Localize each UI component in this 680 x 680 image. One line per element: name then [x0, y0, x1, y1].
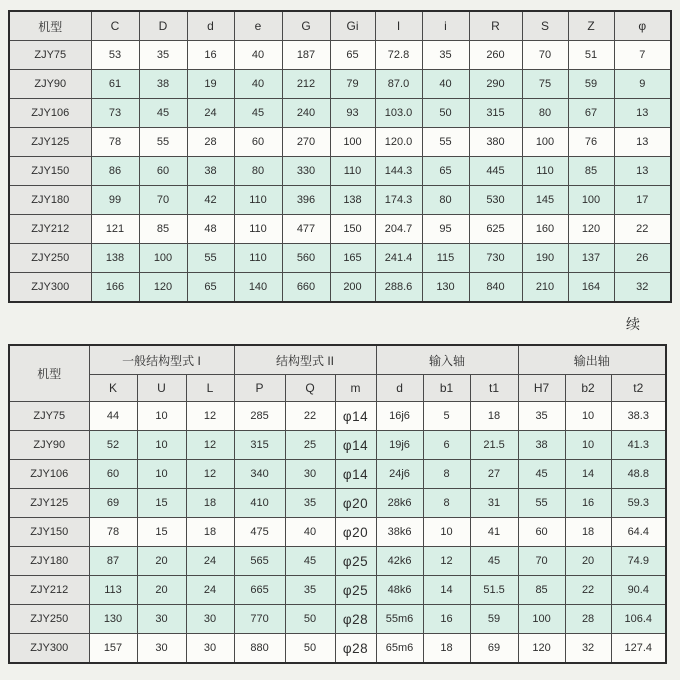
value-cell: 770 [234, 605, 285, 634]
model-cell: ZJY150 [9, 157, 91, 186]
value-cell: 113 [89, 576, 137, 605]
value-cell: 190 [522, 244, 568, 273]
value-cell: 35 [139, 41, 187, 70]
value-cell: 110 [330, 157, 375, 186]
value-cell: 30 [137, 634, 186, 664]
value-cell: 16j6 [376, 402, 423, 431]
column-header: φ [614, 11, 671, 41]
value-cell: 65 [187, 273, 234, 303]
column-header: P [234, 375, 285, 402]
value-cell: 18 [186, 489, 234, 518]
value-cell: 25 [285, 431, 335, 460]
value-cell: 165 [330, 244, 375, 273]
value-cell: 59.3 [611, 489, 666, 518]
value-cell: 38 [187, 157, 234, 186]
value-cell: 73 [91, 99, 139, 128]
value-cell: 410 [234, 489, 285, 518]
value-cell: 166 [91, 273, 139, 303]
value-cell: 100 [139, 244, 187, 273]
value-cell: 45 [518, 460, 565, 489]
value-cell: 24j6 [376, 460, 423, 489]
value-cell: 35 [518, 402, 565, 431]
value-cell: 13 [614, 128, 671, 157]
table-row [9, 215, 671, 244]
model-cell: ZJY180 [9, 186, 91, 215]
table-row [9, 634, 666, 664]
value-cell: 87.0 [375, 70, 422, 99]
value-cell: 187 [282, 41, 330, 70]
value-cell: 396 [282, 186, 330, 215]
value-cell: 50 [285, 605, 335, 634]
value-cell: 10 [137, 460, 186, 489]
value-cell: 270 [282, 128, 330, 157]
model-cell: ZJY90 [9, 70, 91, 99]
table-row [9, 576, 666, 605]
value-cell: 120 [568, 215, 614, 244]
value-cell: 130 [89, 605, 137, 634]
value-cell: 31 [470, 489, 518, 518]
value-cell: 55 [422, 128, 469, 157]
value-cell: 10 [565, 402, 611, 431]
value-cell: 157 [89, 634, 137, 664]
value-cell: φ28 [335, 634, 376, 664]
value-cell: 26 [614, 244, 671, 273]
value-cell: 210 [522, 273, 568, 303]
value-cell: φ14 [335, 402, 376, 431]
column-header: Q [285, 375, 335, 402]
table-row [9, 460, 666, 489]
value-cell: 340 [234, 460, 285, 489]
value-cell: 40 [285, 518, 335, 547]
value-cell: 45 [139, 99, 187, 128]
model-cell: ZJY106 [9, 460, 89, 489]
value-cell: φ25 [335, 547, 376, 576]
value-cell: 87 [89, 547, 137, 576]
value-cell: 14 [423, 576, 470, 605]
value-cell: φ28 [335, 605, 376, 634]
value-cell: 24 [186, 547, 234, 576]
value-cell: φ20 [335, 489, 376, 518]
value-cell: 200 [330, 273, 375, 303]
value-cell: 90.4 [611, 576, 666, 605]
value-cell: 164 [568, 273, 614, 303]
table-row [9, 186, 671, 215]
value-cell: 80 [234, 157, 282, 186]
value-cell: 120 [518, 634, 565, 664]
column-header: K [89, 375, 137, 402]
value-cell: 22 [285, 402, 335, 431]
model-cell: ZJY300 [9, 273, 91, 303]
value-cell: 35 [285, 576, 335, 605]
value-cell: 32 [614, 273, 671, 303]
value-cell: 100 [518, 605, 565, 634]
value-cell: 50 [422, 99, 469, 128]
value-cell: 15 [137, 489, 186, 518]
value-cell: 565 [234, 547, 285, 576]
value-cell: 288.6 [375, 273, 422, 303]
value-cell: 6 [423, 431, 470, 460]
value-cell: φ20 [335, 518, 376, 547]
value-cell: 93 [330, 99, 375, 128]
column-header: U [137, 375, 186, 402]
column-header: t1 [470, 375, 518, 402]
value-cell: 30 [186, 605, 234, 634]
value-cell: 60 [518, 518, 565, 547]
dimension-table-main [8, 10, 672, 303]
value-cell: 625 [469, 215, 522, 244]
value-cell: 45 [234, 99, 282, 128]
value-cell: φ14 [335, 460, 376, 489]
value-cell: 880 [234, 634, 285, 664]
value-cell: 64.4 [611, 518, 666, 547]
value-cell: 100 [522, 128, 568, 157]
model-cell: ZJY75 [9, 41, 91, 70]
value-cell: 285 [234, 402, 285, 431]
value-cell: 110 [234, 215, 282, 244]
value-cell: 330 [282, 157, 330, 186]
value-cell: 8 [423, 460, 470, 489]
value-cell: 260 [469, 41, 522, 70]
table-row [9, 99, 671, 128]
value-cell: 67 [568, 99, 614, 128]
value-cell: 53 [91, 41, 139, 70]
value-cell: 174.3 [375, 186, 422, 215]
value-cell: 80 [422, 186, 469, 215]
column-header: C [91, 11, 139, 41]
value-cell: 86 [91, 157, 139, 186]
column-header: G [282, 11, 330, 41]
value-cell: 17 [614, 186, 671, 215]
group-header-row [9, 345, 666, 375]
value-cell: 35 [422, 41, 469, 70]
value-cell: 212 [282, 70, 330, 99]
table-row [9, 273, 671, 303]
value-cell: 69 [89, 489, 137, 518]
value-cell: 315 [234, 431, 285, 460]
table-row [9, 547, 666, 576]
value-cell: 78 [91, 128, 139, 157]
model-cell: ZJY90 [9, 431, 89, 460]
column-header: L [186, 375, 234, 402]
value-cell: 103.0 [375, 99, 422, 128]
value-cell: 65 [422, 157, 469, 186]
value-cell: 13 [614, 157, 671, 186]
group-header: 结构型式 II [234, 345, 376, 375]
table-row [9, 244, 671, 273]
value-cell: 85 [568, 157, 614, 186]
value-cell: 45 [285, 547, 335, 576]
value-cell: 65m6 [376, 634, 423, 664]
value-cell: 110 [522, 157, 568, 186]
value-cell: 9 [614, 70, 671, 99]
value-cell: 41 [470, 518, 518, 547]
value-cell: 140 [234, 273, 282, 303]
value-cell: 78 [89, 518, 137, 547]
model-cell: ZJY212 [9, 576, 89, 605]
value-cell: 10 [137, 402, 186, 431]
value-cell: 70 [522, 41, 568, 70]
table-row [9, 70, 671, 99]
value-cell: 61 [91, 70, 139, 99]
table-row [9, 128, 671, 157]
value-cell: 241.4 [375, 244, 422, 273]
value-cell: 12 [186, 402, 234, 431]
value-cell: 32 [565, 634, 611, 664]
value-cell: 144.3 [375, 157, 422, 186]
column-header: i [422, 11, 469, 41]
value-cell: 60 [89, 460, 137, 489]
value-cell: 24 [187, 99, 234, 128]
value-cell: 12 [186, 431, 234, 460]
value-cell: 38 [518, 431, 565, 460]
value-cell: 30 [186, 634, 234, 664]
value-cell: 120 [139, 273, 187, 303]
value-cell: 12 [423, 547, 470, 576]
value-cell: 28 [565, 605, 611, 634]
value-cell: 42k6 [376, 547, 423, 576]
column-header: d [187, 11, 234, 41]
value-cell: 8 [423, 489, 470, 518]
column-header: m [335, 375, 376, 402]
model-column-header: 机型 [9, 345, 89, 402]
value-cell: 100 [330, 128, 375, 157]
value-cell: 38.3 [611, 402, 666, 431]
value-cell: 19j6 [376, 431, 423, 460]
value-cell: 55 [518, 489, 565, 518]
model-cell: ZJY75 [9, 402, 89, 431]
value-cell: 28k6 [376, 489, 423, 518]
group-header: 一般结构型式 I [89, 345, 234, 375]
value-cell: 55m6 [376, 605, 423, 634]
model-cell: ZJY150 [9, 518, 89, 547]
value-cell: 52 [89, 431, 137, 460]
value-cell: 120.0 [375, 128, 422, 157]
value-cell: 85 [518, 576, 565, 605]
model-cell: ZJY212 [9, 215, 91, 244]
header-row [9, 11, 671, 41]
value-cell: 127.4 [611, 634, 666, 664]
value-cell: 22 [614, 215, 671, 244]
value-cell: 35 [285, 489, 335, 518]
model-column-header: 机型 [9, 11, 91, 41]
value-cell: 44 [89, 402, 137, 431]
value-cell: 38k6 [376, 518, 423, 547]
value-cell: 60 [139, 157, 187, 186]
column-header: Z [568, 11, 614, 41]
value-cell: 55 [139, 128, 187, 157]
value-cell: 10 [137, 431, 186, 460]
value-cell: 10 [423, 518, 470, 547]
group-header: 输入轴 [376, 345, 518, 375]
value-cell: φ14 [335, 431, 376, 460]
value-cell: 20 [565, 547, 611, 576]
table-row [9, 402, 666, 431]
value-cell: 115 [422, 244, 469, 273]
column-header: Gi [330, 11, 375, 41]
value-cell: 13 [614, 99, 671, 128]
model-cell: ZJY250 [9, 605, 89, 634]
value-cell: 475 [234, 518, 285, 547]
value-cell: 72.8 [375, 41, 422, 70]
column-header: H7 [518, 375, 565, 402]
value-cell: 840 [469, 273, 522, 303]
column-header: e [234, 11, 282, 41]
dimension-table-continued [8, 344, 667, 664]
value-cell: 65 [330, 41, 375, 70]
value-cell: 660 [282, 273, 330, 303]
sub-header-row [9, 375, 666, 402]
value-cell: 130 [422, 273, 469, 303]
value-cell: 74.9 [611, 547, 666, 576]
value-cell: 16 [187, 41, 234, 70]
value-cell: 380 [469, 128, 522, 157]
value-cell: 48 [187, 215, 234, 244]
value-cell: 76 [568, 128, 614, 157]
value-cell: 204.7 [375, 215, 422, 244]
value-cell: 665 [234, 576, 285, 605]
value-cell: 40 [234, 70, 282, 99]
value-cell: 40 [422, 70, 469, 99]
value-cell: 106.4 [611, 605, 666, 634]
value-cell: 110 [234, 244, 282, 273]
value-cell: 27 [470, 460, 518, 489]
value-cell: 51.5 [470, 576, 518, 605]
value-cell: 48.8 [611, 460, 666, 489]
value-cell: 240 [282, 99, 330, 128]
group-header: 输出轴 [518, 345, 666, 375]
value-cell: 15 [137, 518, 186, 547]
value-cell: 315 [469, 99, 522, 128]
value-cell: 121 [91, 215, 139, 244]
model-cell: ZJY300 [9, 634, 89, 664]
continued-label: 续 [626, 316, 640, 332]
value-cell: 40 [234, 41, 282, 70]
value-cell: 48k6 [376, 576, 423, 605]
value-cell: 14 [565, 460, 611, 489]
value-cell: 85 [139, 215, 187, 244]
table-row [9, 157, 671, 186]
value-cell: 137 [568, 244, 614, 273]
value-cell: 19 [187, 70, 234, 99]
value-cell: 45 [470, 547, 518, 576]
value-cell: 560 [282, 244, 330, 273]
value-cell: 10 [565, 431, 611, 460]
value-cell: 290 [469, 70, 522, 99]
table-row [9, 431, 666, 460]
value-cell: 80 [522, 99, 568, 128]
column-header: b2 [565, 375, 611, 402]
value-cell: 110 [234, 186, 282, 215]
value-cell: 95 [422, 215, 469, 244]
value-cell: 30 [285, 460, 335, 489]
value-cell: 18 [470, 402, 518, 431]
column-header: D [139, 11, 187, 41]
value-cell: 30 [137, 605, 186, 634]
value-cell: 22 [565, 576, 611, 605]
value-cell: 145 [522, 186, 568, 215]
column-header: R [469, 11, 522, 41]
value-cell: 28 [187, 128, 234, 157]
value-cell: 99 [91, 186, 139, 215]
value-cell: 42 [187, 186, 234, 215]
value-cell: 100 [568, 186, 614, 215]
value-cell: 59 [568, 70, 614, 99]
value-cell: 12 [186, 460, 234, 489]
value-cell: 18 [423, 634, 470, 664]
value-cell: 59 [470, 605, 518, 634]
value-cell: 79 [330, 70, 375, 99]
column-header: I [375, 11, 422, 41]
value-cell: 41.3 [611, 431, 666, 460]
value-cell: 445 [469, 157, 522, 186]
value-cell: 730 [469, 244, 522, 273]
model-cell: ZJY250 [9, 244, 91, 273]
value-cell: 18 [186, 518, 234, 547]
value-cell: 51 [568, 41, 614, 70]
value-cell: 20 [137, 576, 186, 605]
model-cell: ZJY180 [9, 547, 89, 576]
value-cell: 16 [565, 489, 611, 518]
value-cell: 16 [423, 605, 470, 634]
model-cell: ZJY106 [9, 99, 91, 128]
table-row [9, 489, 666, 518]
value-cell: 138 [330, 186, 375, 215]
value-cell: 20 [137, 547, 186, 576]
table-row [9, 605, 666, 634]
value-cell: 5 [423, 402, 470, 431]
value-cell: 38 [139, 70, 187, 99]
value-cell: 60 [234, 128, 282, 157]
value-cell: 69 [470, 634, 518, 664]
value-cell: 24 [186, 576, 234, 605]
value-cell: 477 [282, 215, 330, 244]
value-cell: 160 [522, 215, 568, 244]
value-cell: φ25 [335, 576, 376, 605]
column-header: t2 [611, 375, 666, 402]
table-row [9, 518, 666, 547]
model-cell: ZJY125 [9, 128, 91, 157]
value-cell: 150 [330, 215, 375, 244]
value-cell: 75 [522, 70, 568, 99]
column-header: d [376, 375, 423, 402]
value-cell: 70 [518, 547, 565, 576]
value-cell: 55 [187, 244, 234, 273]
value-cell: 21.5 [470, 431, 518, 460]
column-header: S [522, 11, 568, 41]
value-cell: 50 [285, 634, 335, 664]
table-row [9, 41, 671, 70]
value-cell: 7 [614, 41, 671, 70]
value-cell: 18 [565, 518, 611, 547]
model-cell: ZJY125 [9, 489, 89, 518]
value-cell: 138 [91, 244, 139, 273]
value-cell: 70 [139, 186, 187, 215]
value-cell: 530 [469, 186, 522, 215]
column-header: b1 [423, 375, 470, 402]
